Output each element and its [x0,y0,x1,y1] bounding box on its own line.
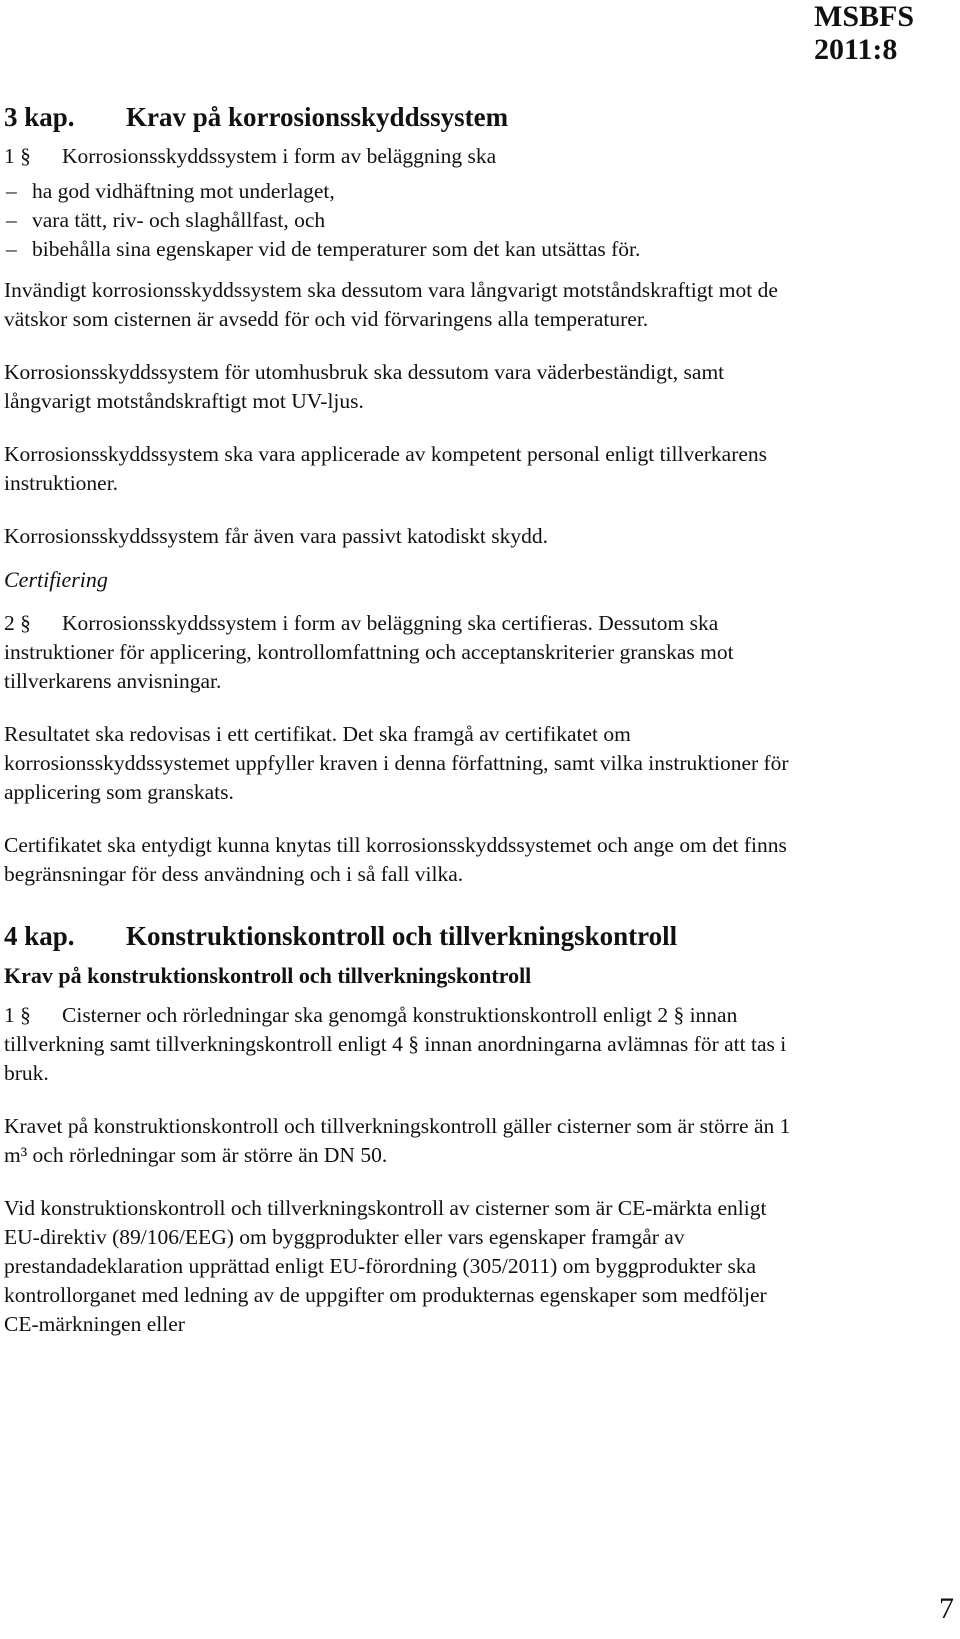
paragraph: Invändigt korrosionsskyddssystem ska dessutom vara långvarigt motståndskraftigt mot de vätskor som cisternen är avsedd för och vid förvaringens alla temperaturer. [4,278,778,331]
chapter-title: Krav på korrosionsskyddssystem [126,102,509,132]
requirement-list [4,177,804,264]
page-number: 7 [939,1592,954,1625]
paragraph: Korrosionsskyddssystem ska vara applicerade av kompetent personal enligt tillverkarens instruktioner. [4,442,768,495]
section-3-2 [4,609,804,696]
chapter-3-heading [4,100,804,134]
section-4-1 [4,1001,804,1088]
subheading-certifiering: Certifiering [4,567,108,592]
list-item-text: vara tätt, riv- och slaghållfast, och [32,208,326,232]
header-number: 2011:8 [814,33,898,66]
list-item-text: ha god vidhäftning mot underlaget, [32,179,335,203]
list-item [4,177,804,206]
running-header [814,0,914,66]
paragraph: Vid konstruktionskontroll och tillverkningskontroll av cisterner som är CE-märkta enligt EU-direktiv (89/106/EEG) om byggprodukter eller vars egenskaper framgår av prestandadeklaration upprättad enligt EU-förordning (305/2011) om byggprodukter ska kontrollorganet med ledning av de uppgifter om produkternas egenskaper som medföljer CE-märkningen eller [4,1196,767,1336]
dash-marker: – [6,179,17,203]
dash-marker: – [6,208,17,232]
dash-marker: – [6,237,17,261]
chapter-number: 4 kap. [4,921,75,951]
section-text: Korrosionsskyddssystem i form av beläggning ska certifieras. Dessutom ska instruktioner för applicering, kontrollomfattning och acceptanskriterier granskas mot tillverkarens anvisningar. [4,611,734,693]
paragraph: Resultatet ska redovisas i ett certifikat. Det ska framgå av certifikatet om korrosionsskyddssystemet uppfyller kraven i denna författning, samt vilka instruktioner för applicering som granskats. [4,722,789,804]
list-item [4,206,804,235]
header-series: MSBFS [814,0,915,33]
section-text: Cisterner och rörledningar ska genomgå konstruktionskontroll enligt 2 § innan tillverkning samt tillverkningskontroll enligt 4 § innan anordningarna avlämnas för att tas i bruk. [4,1003,787,1085]
paragraph: Korrosionsskyddssystem får även vara passivt katodiskt skydd. [4,524,548,548]
section-number: 2 § [4,611,31,635]
paragraph: Kravet på konstruktionskontroll och tillverkningskontroll gäller cisterner som är större än 1 m³ och rörledningar som är större än DN 50. [4,1114,791,1167]
section-text: Korrosionsskyddssystem i form av beläggning ska [62,144,497,168]
section-number: 1 § [4,144,31,168]
list-item [4,235,804,264]
chapter-number: 3 kap. [4,102,75,132]
list-item-text: bibehålla sina egenskaper vid de temperaturer som det kan utsättas för. [32,237,641,261]
chapter-4-heading [4,919,804,953]
section-number: 1 § [4,1003,31,1027]
paragraph: Korrosionsskyddssystem för utomhusbruk ska dessutom vara väderbeständigt, samt långvarigt motståndskraftigt mot UV-ljus. [4,360,725,413]
section-3-1 [4,142,804,171]
paragraph: Certifikatet ska entydigt kunna knytas till korrosionsskyddssystemet och ange om det finns begränsningar för dess användning och i så fall vilka. [4,833,787,886]
chapter-4-subheading: Krav på konstruktionskontroll och tillverkningskontroll [4,963,532,988]
chapter-title: Konstruktionskontroll och tillverkningskontroll [126,921,678,951]
main-content [4,100,804,1363]
